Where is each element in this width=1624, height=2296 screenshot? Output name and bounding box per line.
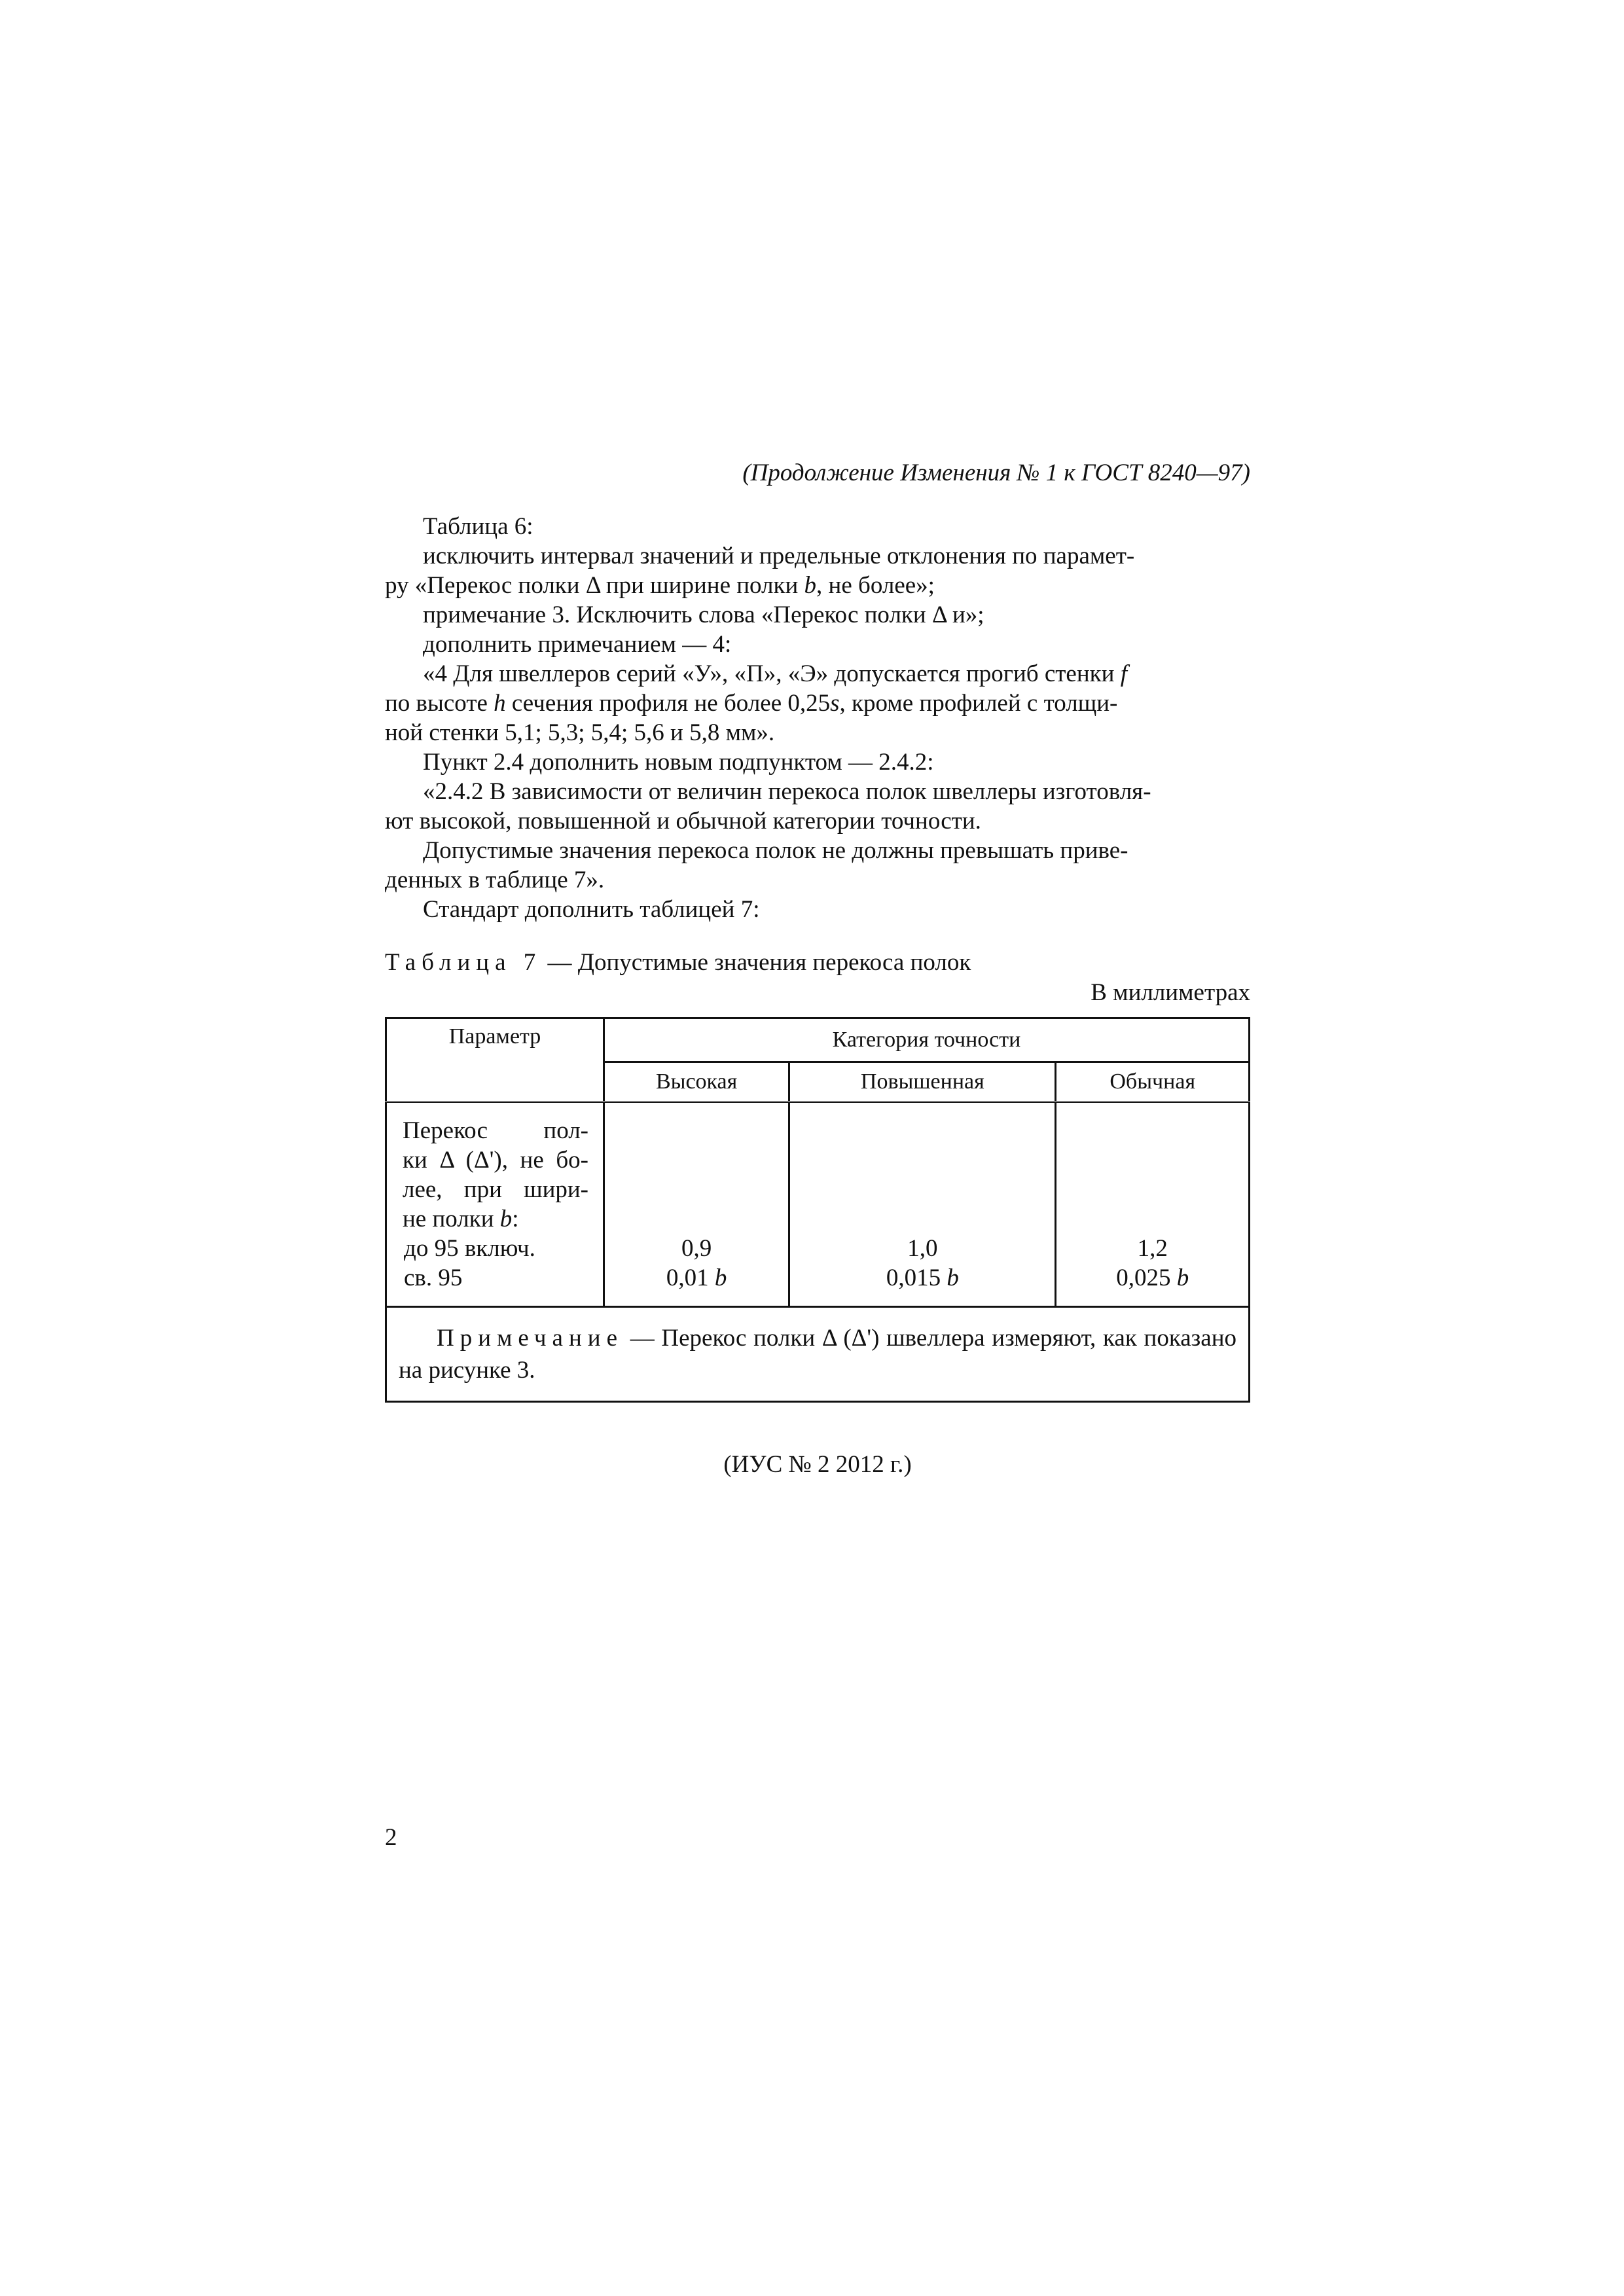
paragraph: «4 Для швеллеров серий «У», «П», «Э» допускается прогиб стенки f — [423, 660, 1127, 687]
table-caption: Таблица 7 — Допустимые значения перекоса полок — [385, 949, 971, 976]
paragraph: Допустимые значения перекоса полок не должны превышать приве- — [423, 837, 1128, 864]
tolerance-table — [385, 1017, 1250, 1403]
ius-reference: (ИУС № 2 2012 г.) — [723, 1451, 912, 1478]
table-note: Примечание — Перекос полки Δ (Δ') швеллера измеряют, как показано на рисунке 3. — [386, 1307, 1250, 1402]
row-label: св. 95 — [404, 1265, 463, 1291]
variable: f — [1120, 660, 1127, 687]
page-number: 2 — [385, 1824, 397, 1851]
column-header-normal: Обычная — [1056, 1062, 1250, 1102]
table-units: В миллиметрах — [1091, 979, 1250, 1006]
variable: h — [494, 690, 506, 717]
paragraph: дополнить примечанием — 4: — [423, 631, 732, 658]
column-header-raised: Повышенная — [789, 1062, 1056, 1102]
column-header-high: Высокая — [604, 1062, 789, 1102]
paragraph: Пункт 2.4 дополнить новым подпунктом — 2.4.2: — [423, 749, 934, 776]
paragraph: ют высокой, повышенной и обычной категории точности. — [385, 808, 981, 834]
table-label: Таблица 7 — [385, 949, 542, 976]
value-cell-raised: 1,0 0,015 b — [789, 1102, 1056, 1307]
parameter-cell: Перекос пол- ки Δ (Δ'), не бо- лее, при шири- не полки b: до 95 включ. св. 95 — [386, 1102, 604, 1307]
variable: s — [830, 690, 840, 717]
value-cell-normal: 1,2 0,025 b — [1056, 1102, 1250, 1307]
paragraph: ру «Перекос полки Δ при ширине полки b, не более»; — [385, 572, 935, 599]
document-header: (Продолжение Изменения № 1 к ГОСТ 8240—97) — [742, 459, 1250, 486]
paragraph: примечание 3. Исключить слова «Перекос полки Δ и»; — [423, 601, 984, 628]
column-header-parameter: Параметр — [386, 1018, 604, 1102]
amendment-text — [385, 512, 1250, 924]
paragraph: денных в таблице 7». — [385, 867, 605, 893]
row-label: до 95 включ. — [404, 1235, 535, 1262]
paragraph: Стандарт дополнить таблицей 7: — [423, 896, 760, 923]
paragraph: Таблица 6: — [423, 513, 533, 540]
paragraph: «2.4.2 В зависимости от величин перекоса полок швеллеры изготовля- — [423, 778, 1151, 805]
value-cell-high: 0,9 0,01 b — [604, 1102, 789, 1307]
page-content — [385, 458, 1250, 1480]
paragraph: исключить интервал значений и предельные отклонения по парамет- — [423, 543, 1135, 569]
paragraph: ной стенки 5,1; 5,3; 5,4; 5,6 и 5,8 мм». — [385, 719, 775, 746]
column-header-category: Категория точности — [604, 1018, 1250, 1062]
variable: b — [804, 572, 817, 599]
note-label: Примечание — [437, 1325, 623, 1352]
paragraph: по высоте h сечения профиля не более 0,25s, кроме профилей с толщи- — [385, 690, 1118, 717]
